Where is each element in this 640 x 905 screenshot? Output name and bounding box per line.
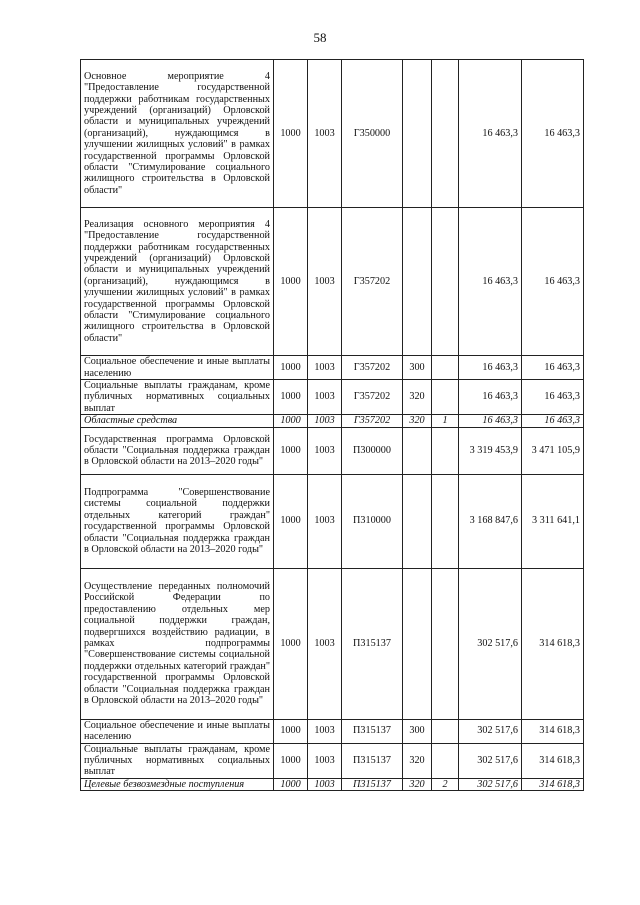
row-funding-source-cell: 1 [432,415,459,427]
row-name-cell: Социальное обеспечение и иные выплаты населению [81,356,274,380]
row-section-cell: 1000 [274,719,308,743]
row-target-article-cell: П310000 [342,474,403,568]
row-name-cell: Социальное обеспечение и иные выплаты населению [81,719,274,743]
row-name-cell: Социальные выплаты гражданам, кроме публичных нормативных социальных выплат [81,743,274,778]
row-amount-year1-cell: 302 517,6 [459,719,522,743]
page-number: 58 [313,30,327,45]
table-row [81,568,584,719]
row-section-cell: 1000 [274,380,308,415]
row-amount-year1-cell: 16 463,3 [459,208,522,356]
table-row [81,719,584,743]
row-target-article-cell: П315137 [342,568,403,719]
row-funding-source-cell [432,719,459,743]
row-name-cell: Социальные выплаты гражданам, кроме публичных нормативных социальных выплат [81,380,274,415]
row-expense-type-cell [403,474,432,568]
row-amount-year2-cell: 16 463,3 [522,380,584,415]
row-amount-year2-cell: 314 618,3 [522,778,584,790]
row-expense-type-cell: 320 [403,415,432,427]
table-row [81,427,584,474]
row-amount-year2-cell: 314 618,3 [522,719,584,743]
table-row [81,743,584,778]
row-target-article-cell: П315137 [342,743,403,778]
row-target-article-cell: Г350000 [342,60,403,208]
row-amount-year2-cell: 16 463,3 [522,356,584,380]
row-name-cell: Подпрограмма "Совершенствование системы социальной поддержки отдельных категорий граждан" государственной программы Орловской области "Социальная поддержка граждан в Орловской области на 2013–2020 годы" [81,474,274,568]
row-subsection-cell: 1003 [308,778,342,790]
row-funding-source-cell [432,208,459,356]
row-amount-year2-cell: 16 463,3 [522,415,584,427]
row-amount-year1-cell: 16 463,3 [459,356,522,380]
row-subsection-cell: 1003 [308,427,342,474]
row-target-article-cell: Г357202 [342,208,403,356]
row-subsection-cell: 1003 [308,719,342,743]
table-row [81,356,584,380]
table-row [81,415,584,427]
row-funding-source-cell: 2 [432,778,459,790]
row-expense-type-cell [403,427,432,474]
row-amount-year1-cell: 16 463,3 [459,415,522,427]
row-expense-type-cell: 320 [403,778,432,790]
table-row [81,60,584,208]
row-subsection-cell: 1003 [308,568,342,719]
row-section-cell: 1000 [274,743,308,778]
row-funding-source-cell [432,474,459,568]
row-amount-year1-cell: 302 517,6 [459,778,522,790]
row-name-cell: Государственная программа Орловской области "Социальная поддержка граждан в Орловской области на 2013–2020 годы" [81,427,274,474]
row-expense-type-cell: 320 [403,380,432,415]
row-section-cell: 1000 [274,427,308,474]
row-amount-year1-cell: 302 517,6 [459,568,522,719]
row-amount-year1-cell: 16 463,3 [459,60,522,208]
row-subsection-cell: 1003 [308,474,342,568]
row-amount-year2-cell: 314 618,3 [522,568,584,719]
row-expense-type-cell [403,60,432,208]
row-target-article-cell: П315137 [342,778,403,790]
row-section-cell: 1000 [274,474,308,568]
row-amount-year2-cell: 3 311 641,1 [522,474,584,568]
row-amount-year2-cell: 314 618,3 [522,743,584,778]
row-subsection-cell: 1003 [308,743,342,778]
row-expense-type-cell: 300 [403,719,432,743]
table-row [81,474,584,568]
row-section-cell: 1000 [274,356,308,380]
row-name-cell: Целевые безвозмездные поступления [81,778,274,790]
row-amount-year1-cell: 16 463,3 [459,380,522,415]
row-funding-source-cell [432,568,459,719]
row-expense-type-cell: 320 [403,743,432,778]
row-funding-source-cell [432,60,459,208]
row-amount-year1-cell: 3 168 847,6 [459,474,522,568]
row-section-cell: 1000 [274,208,308,356]
row-target-article-cell: Г357202 [342,356,403,380]
row-amount-year2-cell: 16 463,3 [522,60,584,208]
row-expense-type-cell [403,208,432,356]
row-funding-source-cell [432,427,459,474]
row-funding-source-cell [432,356,459,380]
table-row [81,208,584,356]
row-amount-year2-cell: 16 463,3 [522,208,584,356]
row-expense-type-cell [403,568,432,719]
row-subsection-cell: 1003 [308,415,342,427]
row-amount-year2-cell: 3 471 105,9 [522,427,584,474]
row-target-article-cell: Г357202 [342,380,403,415]
row-funding-source-cell [432,743,459,778]
row-section-cell: 1000 [274,568,308,719]
row-target-article-cell: П315137 [342,719,403,743]
row-subsection-cell: 1003 [308,380,342,415]
row-name-cell: Реализация основного мероприятия 4 "Предоставление государственной поддержки работникам государственных учреждений (организаций) Орловской области и муниципальных учреждений (организаций), нуждающимся в улучшении жилищных условий" в рамках государственной программы Орловской области "Стимулирование социального жилищного строительства в Орловской области" [81,208,274,356]
table-row [81,778,584,790]
row-section-cell: 1000 [274,60,308,208]
row-section-cell: 1000 [274,778,308,790]
table-row [81,380,584,415]
row-subsection-cell: 1003 [308,208,342,356]
row-expense-type-cell: 300 [403,356,432,380]
row-amount-year1-cell: 3 319 453,9 [459,427,522,474]
row-name-cell: Осуществление переданных полномочий Российской Федерации по предоставлению отдельных мер социальной поддержки граждан, подвергшихся воздействию радиации, в рамках подпрограммы "Совершенствование системы социальной поддержки отдельных категорий граждан" государственной программы Орловской области "Социальная поддержка граждан в Орловской области на 2013–2020 годы" [81,568,274,719]
row-section-cell: 1000 [274,415,308,427]
row-name-cell: Областные средства [81,415,274,427]
row-subsection-cell: 1003 [308,356,342,380]
row-amount-year1-cell: 302 517,6 [459,743,522,778]
row-funding-source-cell [432,380,459,415]
budget-table [80,59,584,791]
row-subsection-cell: 1003 [308,60,342,208]
row-target-article-cell: П300000 [342,427,403,474]
row-target-article-cell: Г357202 [342,415,403,427]
row-name-cell: Основное мероприятие 4 "Предоставление государственной поддержки работникам государственных учреждений (организаций) Орловской области и муниципальных учреждений (организаций), нуждающимся в улучшении жилищных условий" в рамках государственной программы Орловской области "Стимулирование социального жилищного строительства в Орловской области" [81,60,274,208]
